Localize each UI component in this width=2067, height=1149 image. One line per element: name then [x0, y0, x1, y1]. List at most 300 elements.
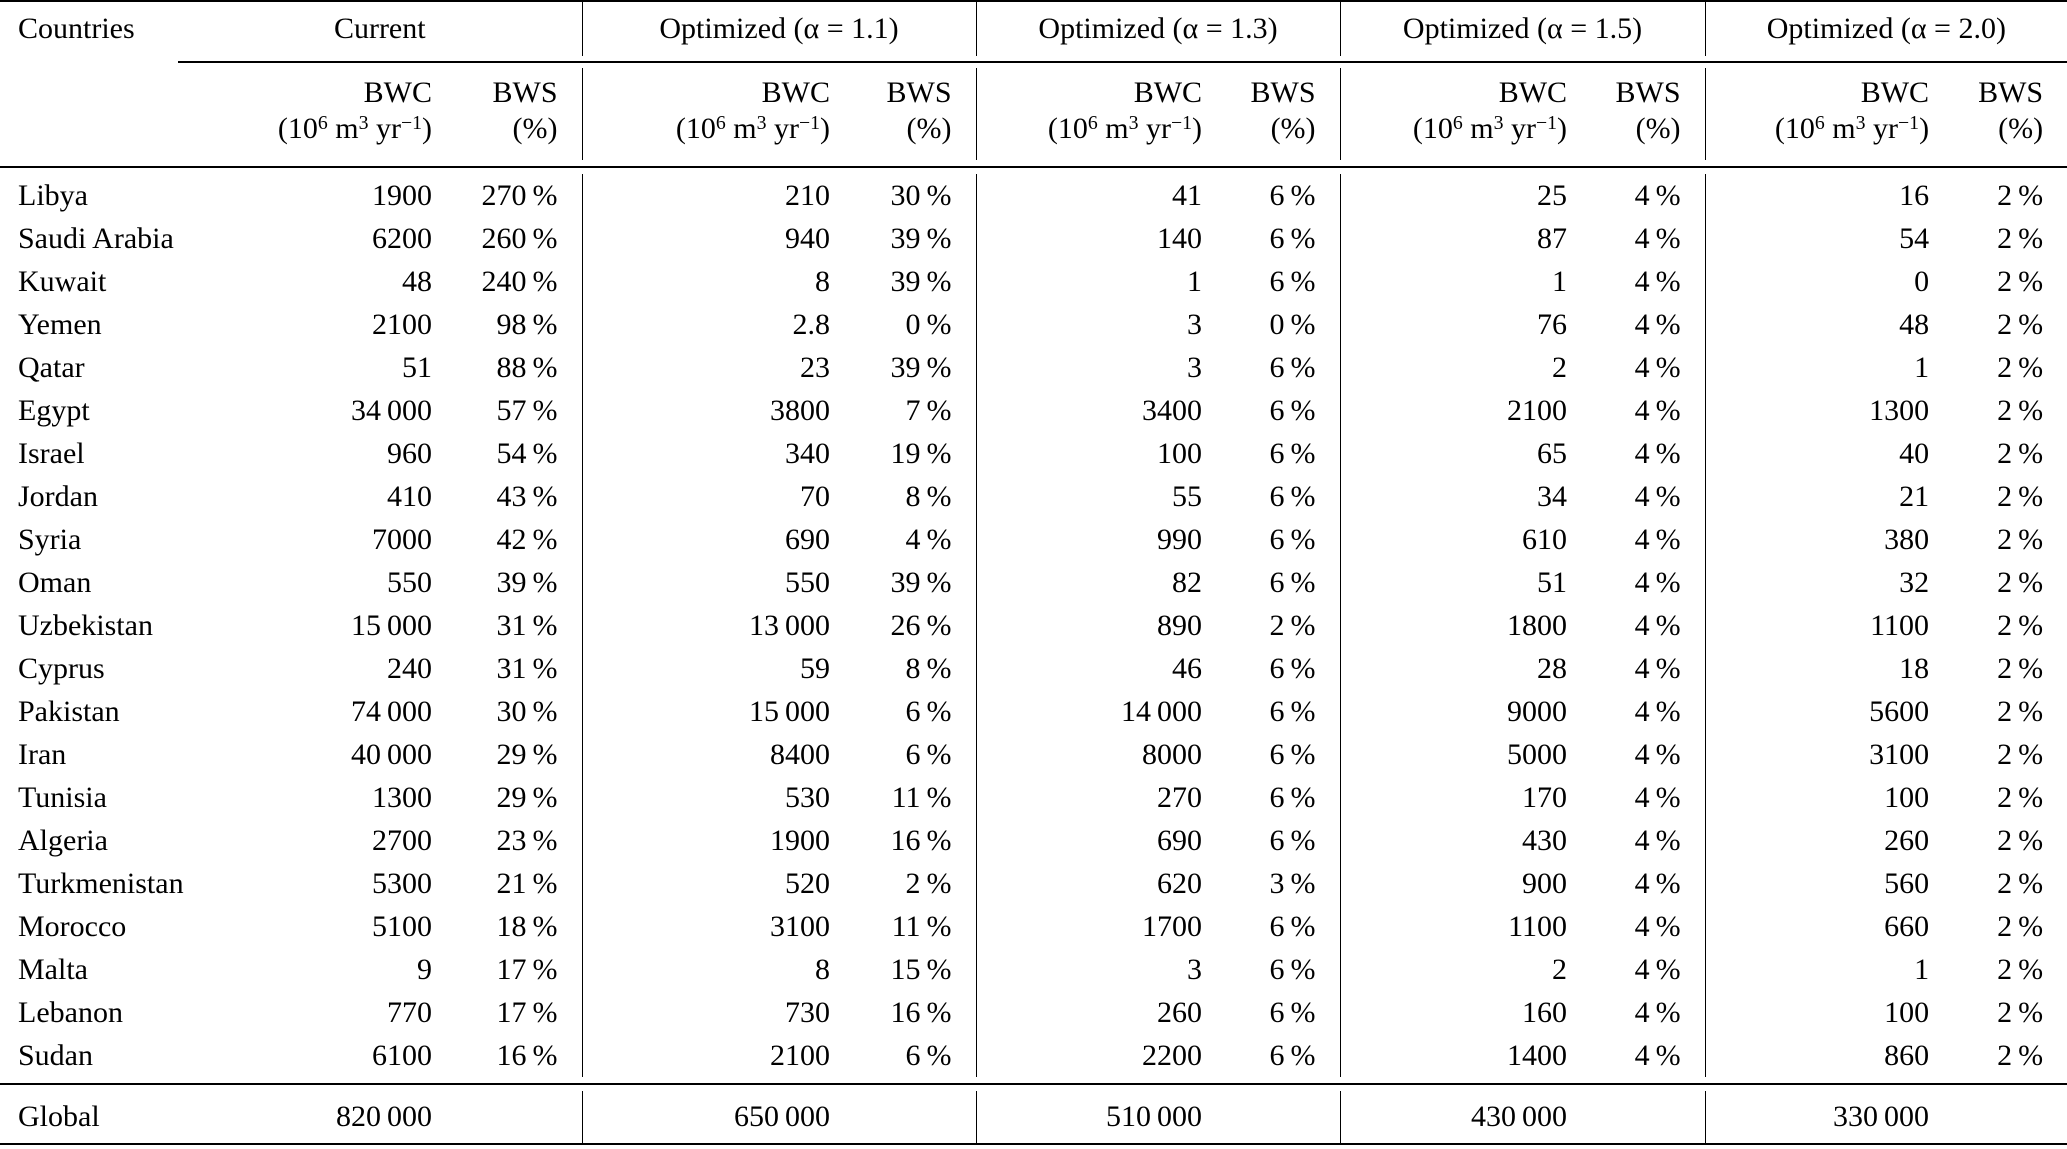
- bws-opt-1-3: 6 %: [1269, 780, 1316, 814]
- bws-opt-1-5: 4 %: [1634, 823, 1681, 857]
- country-name: Morocco: [18, 909, 127, 943]
- bws-opt-2-0: 2 %: [1997, 866, 2044, 900]
- bws-opt-1-1: 30 %: [890, 178, 952, 212]
- bws-opt-1-1: 39 %: [890, 350, 952, 384]
- bws-unit-opt-2-0: (%): [1998, 112, 2044, 145]
- bws-opt-1-1: 6 %: [905, 694, 952, 728]
- bwc-opt-1-5: 9000: [1340, 690, 1575, 733]
- bws-label-opt-1-3: BWS: [1250, 76, 1316, 109]
- bws-current: 88 %: [496, 350, 558, 384]
- bwc-opt-2-0: 54: [1705, 217, 1937, 260]
- country-row: [0, 303, 2067, 346]
- bwc-opt-1-5: 25: [1340, 174, 1575, 217]
- bwc-unit-opt-1-5: ($10^6$ $m^3$ $yr^{-1}$): [1340, 112, 1575, 160]
- bws-current: 30 %: [496, 694, 558, 728]
- country-row: [0, 1034, 2067, 1077]
- bws-opt-1-3: 6 %: [1269, 694, 1316, 728]
- country-row: [0, 733, 2067, 776]
- bwc-opt-2-0: 660: [1705, 905, 1937, 948]
- bwc-opt-1-5: 65: [1340, 432, 1575, 475]
- bwc-opt-1-5: 1400: [1340, 1034, 1575, 1077]
- global-label: Global: [18, 1100, 100, 1133]
- bwc-label-opt-1-1: BWC: [582, 68, 838, 112]
- header-full-rule-row: [0, 160, 2067, 174]
- bwc-opt-1-3: 41: [976, 174, 1210, 217]
- bwc-unit-opt-1-3: ($10^6$ $m^3$ $yr^{-1}$): [976, 112, 1210, 160]
- country-row: [0, 862, 2067, 905]
- bwc-opt-1-5: 5000: [1340, 733, 1575, 776]
- bws-unit-opt-1-1: (%): [906, 112, 952, 145]
- bwc-opt-1-1: 340: [582, 432, 838, 475]
- bws-opt-1-1: 11 %: [891, 909, 952, 943]
- bws-unit-current: (%): [512, 112, 558, 145]
- bwc-opt-1-3: 14 000: [976, 690, 1210, 733]
- bwc-opt-2-0: 560: [1705, 862, 1937, 905]
- bwc-current: 6200: [372, 221, 432, 255]
- group-header-opt-1-5: Optimized (α = 1.5): [1340, 1, 1705, 56]
- bwc-opt-1-1: 3800: [582, 389, 838, 432]
- group-header-opt-2-0: Optimized (α = 2.0): [1705, 1, 2067, 56]
- bws-opt-1-5: 4 %: [1634, 221, 1681, 255]
- bws-opt-1-1: 15 %: [890, 952, 952, 986]
- country-name: Saudi Arabia: [18, 221, 174, 255]
- bws-current: 31 %: [496, 608, 558, 642]
- bwc-opt-1-5: 34: [1340, 475, 1575, 518]
- bws-opt-1-3: 6 %: [1269, 1038, 1316, 1072]
- bwc-current: 2700: [372, 823, 432, 857]
- group-header-opt-1-1: Optimized (α = 1.1): [582, 1, 976, 56]
- country-name: Syria: [18, 522, 82, 556]
- bws-current: 98 %: [496, 307, 558, 341]
- bws-current: 240 %: [481, 264, 558, 298]
- bwc-opt-1-3: 140: [976, 217, 1210, 260]
- global-bwc-current: 820 000: [335, 1100, 432, 1133]
- bwc-opt-1-3: 3: [976, 303, 1210, 346]
- bwc-opt-2-0: 18: [1705, 647, 1937, 690]
- bws-current: 29 %: [496, 780, 558, 814]
- bws-current: 270 %: [481, 178, 558, 212]
- bwc-opt-2-0: 1100: [1705, 604, 1937, 647]
- bws-opt-2-0: 2 %: [1997, 264, 2044, 298]
- bws-current: 260 %: [481, 221, 558, 255]
- country-row: [0, 518, 2067, 561]
- bws-opt-2-0: 2 %: [1997, 522, 2044, 556]
- bwc-opt-2-0: 860: [1705, 1034, 1937, 1077]
- bwc-opt-1-5: 2: [1340, 948, 1575, 991]
- bws-unit-opt-1-5: (%): [1635, 112, 1681, 145]
- bwc-opt-1-5: 51: [1340, 561, 1575, 604]
- bwc-opt-1-3: 3: [976, 948, 1210, 991]
- country-row: [0, 260, 2067, 303]
- bwc-current: 48: [402, 264, 432, 298]
- bws-label-opt-1-5: BWS: [1615, 76, 1681, 109]
- country-row: [0, 389, 2067, 432]
- bwc-opt-1-1: 8: [582, 948, 838, 991]
- bws-current: 54 %: [496, 436, 558, 470]
- country-row: [0, 819, 2067, 862]
- bwc-opt-1-3: 690: [976, 819, 1210, 862]
- bwc-opt-1-3: 1: [976, 260, 1210, 303]
- bws-opt-1-5: 4 %: [1634, 307, 1681, 341]
- bws-opt-1-3: 6 %: [1269, 995, 1316, 1029]
- bws-label-current: BWS: [492, 76, 558, 109]
- bwc-current: 2100: [372, 307, 432, 341]
- bwc-opt-1-1: 8400: [582, 733, 838, 776]
- country-row: [0, 991, 2067, 1034]
- bwc-opt-1-5: 170: [1340, 776, 1575, 819]
- bws-opt-1-3: 6 %: [1269, 952, 1316, 986]
- bwc-current: 5100: [372, 909, 432, 943]
- bws-opt-1-3: 6 %: [1269, 221, 1316, 255]
- country-name: Turkmenistan: [18, 866, 184, 900]
- bws-opt-1-1: 2 %: [905, 866, 952, 900]
- bwc-label-current: BWC: [363, 76, 432, 109]
- bwc-opt-1-3: 260: [976, 991, 1210, 1034]
- bwc-current: 6100: [372, 1038, 432, 1072]
- bwc-opt-1-3: 270: [976, 776, 1210, 819]
- bwc-opt-1-3: 3400: [976, 389, 1210, 432]
- bwc-current: 5300: [372, 866, 432, 900]
- bws-opt-1-1: 11 %: [891, 780, 952, 814]
- group-header-current: Current: [333, 12, 426, 45]
- bwc-opt-1-1: 2.8: [582, 303, 838, 346]
- bwc-unit-opt-2-0: ($10^6$ $m^3$ $yr^{-1}$): [1705, 112, 1937, 160]
- bwc-opt-1-1: 520: [582, 862, 838, 905]
- country-name: Algeria: [18, 823, 108, 857]
- bwc-opt-1-3: 620: [976, 862, 1210, 905]
- global-bws-opt-1-1: [838, 1091, 976, 1144]
- country-name: Lebanon: [18, 995, 123, 1029]
- bwc-opt-1-3: 8000: [976, 733, 1210, 776]
- bws-opt-2-0: 2 %: [1997, 479, 2044, 513]
- country-name: Malta: [18, 952, 88, 986]
- bwc-current: 1900: [372, 178, 432, 212]
- bwc-opt-1-1: 59: [582, 647, 838, 690]
- bws-opt-2-0: 2 %: [1997, 221, 2044, 255]
- bwc-opt-2-0: 40: [1705, 432, 1937, 475]
- bws-current: 42 %: [496, 522, 558, 556]
- bws-current: 31 %: [496, 651, 558, 685]
- bwc-opt-1-1: 15 000: [582, 690, 838, 733]
- group-header-row: [0, 1, 2067, 56]
- bwc-opt-1-3: 890: [976, 604, 1210, 647]
- bwc-opt-2-0: 3100: [1705, 733, 1937, 776]
- bwc-label-opt-2-0: BWC: [1705, 68, 1937, 112]
- global-row: [0, 1091, 2067, 1144]
- bws-current: 17 %: [496, 952, 558, 986]
- header-full-rule: [0, 160, 2067, 174]
- bwc-opt-2-0: 1: [1705, 346, 1937, 389]
- bws-opt-1-5: 4 %: [1634, 694, 1681, 728]
- group-header-opt-1-3: Optimized (α = 1.3): [976, 1, 1340, 56]
- bwc-label-opt-1-3: BWC: [976, 68, 1210, 112]
- bwc-opt-2-0: 1300: [1705, 389, 1937, 432]
- country-row: [0, 561, 2067, 604]
- bws-current: 21 %: [496, 866, 558, 900]
- bwc-opt-1-5: 1800: [1340, 604, 1575, 647]
- bws-opt-1-1: 16 %: [890, 823, 952, 857]
- bwc-opt-1-1: 730: [582, 991, 838, 1034]
- bws-current: 23 %: [496, 823, 558, 857]
- bwc-opt-1-5: 2: [1340, 346, 1575, 389]
- global-bws-current: [440, 1091, 582, 1144]
- bwc-current: 51: [402, 350, 432, 384]
- country-name: Kuwait: [18, 264, 107, 298]
- table-header: [0, 1, 2067, 174]
- bwc-opt-1-5: 430: [1340, 819, 1575, 862]
- bws-opt-2-0: 2 %: [1997, 565, 2044, 599]
- bws-opt-1-3: 6 %: [1269, 264, 1316, 298]
- bws-opt-1-5: 4 %: [1634, 995, 1681, 1029]
- bwc-opt-1-3: 55: [976, 475, 1210, 518]
- bwc-opt-1-3: 82: [976, 561, 1210, 604]
- bwc-opt-1-5: 900: [1340, 862, 1575, 905]
- bws-opt-2-0: 2 %: [1997, 350, 2044, 384]
- bws-opt-1-5: 4 %: [1634, 866, 1681, 900]
- country-row: [0, 776, 2067, 819]
- country-row: [0, 432, 2067, 475]
- country-name: Yemen: [18, 307, 102, 341]
- bwc-opt-1-1: 550: [582, 561, 838, 604]
- bws-opt-1-5: 4 %: [1634, 1038, 1681, 1072]
- bws-opt-1-1: 4 %: [905, 522, 952, 556]
- bwc-opt-1-5: 28: [1340, 647, 1575, 690]
- bwc-opt-1-5: 87: [1340, 217, 1575, 260]
- bwc-opt-2-0: 0: [1705, 260, 1937, 303]
- bws-opt-1-3: 0 %: [1269, 307, 1316, 341]
- bws-opt-1-3: 6 %: [1269, 737, 1316, 771]
- bws-opt-1-1: 6 %: [905, 737, 952, 771]
- bwc-opt-2-0: 380: [1705, 518, 1937, 561]
- bwc-opt-1-3: 3: [976, 346, 1210, 389]
- bwc-opt-1-1: 690: [582, 518, 838, 561]
- bwc-opt-1-5: 76: [1340, 303, 1575, 346]
- bws-unit-opt-1-3: (%): [1270, 112, 1316, 145]
- global-bws-opt-1-5: [1575, 1091, 1705, 1144]
- country-row: [0, 647, 2067, 690]
- empty-cell: [0, 112, 178, 160]
- bwc-current: 550: [387, 565, 432, 599]
- unit-header-row: [0, 112, 2067, 160]
- bwc-opt-1-1: 1900: [582, 819, 838, 862]
- table-body: [0, 174, 2067, 1077]
- bwc-current: 15 000: [350, 608, 432, 642]
- bwc-current: 7000: [372, 522, 432, 556]
- bws-current: 57 %: [496, 393, 558, 427]
- bwc-opt-1-3: 990: [976, 518, 1210, 561]
- bwc-current: 410: [387, 479, 432, 513]
- bwc-opt-1-1: 530: [582, 776, 838, 819]
- bws-label-opt-1-1: BWS: [886, 76, 952, 109]
- bwc-opt-1-5: 610: [1340, 518, 1575, 561]
- bws-opt-1-1: 26 %: [890, 608, 952, 642]
- header-partial-rule-row: [0, 56, 2067, 68]
- bws-opt-1-5: 4 %: [1634, 952, 1681, 986]
- bws-opt-1-1: 19 %: [890, 436, 952, 470]
- country-name: Cyprus: [18, 651, 105, 685]
- bwc-opt-1-5: 2100: [1340, 389, 1575, 432]
- bws-opt-1-5: 4 %: [1634, 737, 1681, 771]
- bwc-opt-2-0: 1: [1705, 948, 1937, 991]
- metric-header-row: [0, 68, 2067, 112]
- country-row: [0, 905, 2067, 948]
- bwc-opt-1-1: 3100: [582, 905, 838, 948]
- bws-opt-2-0: 2 %: [1997, 178, 2044, 212]
- bwc-current: 9: [417, 952, 432, 986]
- bwc-opt-2-0: 260: [1705, 819, 1937, 862]
- country-name: Tunisia: [18, 780, 107, 814]
- global-bwc-opt-1-3: 510 000: [976, 1091, 1210, 1144]
- bws-opt-1-3: 6 %: [1269, 565, 1316, 599]
- bws-opt-1-1: 0 %: [905, 307, 952, 341]
- bws-opt-2-0: 2 %: [1997, 393, 2044, 427]
- bwc-opt-1-1: 8: [582, 260, 838, 303]
- country-name: Jordan: [18, 479, 98, 513]
- bws-opt-2-0: 2 %: [1997, 780, 2044, 814]
- bwc-opt-1-5: 160: [1340, 991, 1575, 1034]
- bwc-opt-2-0: 100: [1705, 776, 1937, 819]
- country-row: [0, 604, 2067, 647]
- country-row: [0, 346, 2067, 389]
- bwc-opt-1-1: 23: [582, 346, 838, 389]
- bwc-opt-1-3: 46: [976, 647, 1210, 690]
- bws-opt-1-3: 6 %: [1269, 823, 1316, 857]
- bws-opt-1-1: 16 %: [890, 995, 952, 1029]
- bwc-current: 40 000: [350, 737, 432, 771]
- bwc-current: 960: [387, 436, 432, 470]
- global-bwc-opt-1-5: 430 000: [1340, 1091, 1575, 1144]
- bwc-opt-2-0: 32: [1705, 561, 1937, 604]
- table-footer: [0, 1077, 2067, 1144]
- bwc-opt-1-3: 100: [976, 432, 1210, 475]
- bws-opt-1-3: 6 %: [1269, 178, 1316, 212]
- country-name: Uzbekistan: [18, 608, 153, 642]
- bwc-opt-1-1: 70: [582, 475, 838, 518]
- bws-current: 17 %: [496, 995, 558, 1029]
- country-name: Pakistan: [18, 694, 120, 728]
- country-name: Libya: [18, 178, 88, 212]
- bwc-opt-1-3: 2200: [976, 1034, 1210, 1077]
- bws-opt-1-5: 4 %: [1634, 436, 1681, 470]
- bws-opt-1-1: 8 %: [905, 479, 952, 513]
- bws-opt-2-0: 2 %: [1997, 737, 2044, 771]
- bws-opt-1-5: 4 %: [1634, 522, 1681, 556]
- bws-opt-2-0: 2 %: [1997, 694, 2044, 728]
- bwc-opt-1-5: 1100: [1340, 905, 1575, 948]
- bwc-opt-2-0: 48: [1705, 303, 1937, 346]
- bwc-opt-1-3: 1700: [976, 905, 1210, 948]
- bws-opt-1-1: 6 %: [905, 1038, 952, 1072]
- bwc-opt-1-1: 13 000: [582, 604, 838, 647]
- bws-opt-2-0: 2 %: [1997, 909, 2044, 943]
- country-row: [0, 690, 2067, 733]
- bws-opt-1-5: 4 %: [1634, 479, 1681, 513]
- bws-opt-1-3: 6 %: [1269, 479, 1316, 513]
- bws-opt-2-0: 2 %: [1997, 651, 2044, 685]
- bws-opt-1-1: 7 %: [905, 393, 952, 427]
- bws-opt-1-3: 6 %: [1269, 651, 1316, 685]
- bwc-current: 34 000: [350, 393, 432, 427]
- country-name: Sudan: [18, 1038, 93, 1072]
- bws-opt-1-5: 4 %: [1634, 565, 1681, 599]
- bwc-current: 770: [387, 995, 432, 1029]
- bws-opt-1-5: 4 %: [1634, 608, 1681, 642]
- bws-opt-1-5: 4 %: [1634, 264, 1681, 298]
- global-bwc-opt-1-1: 650 000: [582, 1091, 838, 1144]
- bws-opt-1-3: 6 %: [1269, 909, 1316, 943]
- footer-rule: [0, 1077, 2067, 1091]
- bwc-opt-2-0: 100: [1705, 991, 1937, 1034]
- bws-opt-1-5: 4 %: [1634, 780, 1681, 814]
- bws-opt-2-0: 2 %: [1997, 823, 2044, 857]
- bws-opt-1-5: 4 %: [1634, 393, 1681, 427]
- bws-opt-1-1: 39 %: [890, 565, 952, 599]
- bws-current: 29 %: [496, 737, 558, 771]
- bwc-label-opt-1-5: BWC: [1340, 68, 1575, 112]
- bws-opt-2-0: 2 %: [1997, 436, 2044, 470]
- country-row: [0, 217, 2067, 260]
- bwc-unit-opt-1-1: ($10^6$ $m^3$ $yr^{-1}$): [582, 112, 838, 160]
- bws-opt-1-5: 4 %: [1634, 651, 1681, 685]
- bws-opt-1-3: 3 %: [1269, 866, 1316, 900]
- bws-opt-1-3: 6 %: [1269, 393, 1316, 427]
- bws-label-opt-2-0: BWS: [1978, 76, 2044, 109]
- bws-opt-1-3: 2 %: [1269, 608, 1316, 642]
- bws-current: 16 %: [496, 1038, 558, 1072]
- countries-header: Countries: [18, 12, 135, 45]
- country-row: [0, 475, 2067, 518]
- bws-current: 18 %: [496, 909, 558, 943]
- bwc-opt-1-5: 1: [1340, 260, 1575, 303]
- bws-opt-1-1: 39 %: [890, 264, 952, 298]
- global-bwc-opt-2-0: 330 000: [1705, 1091, 1937, 1144]
- bwc-opt-1-1: 210: [582, 174, 838, 217]
- bws-opt-1-5: 4 %: [1634, 350, 1681, 384]
- country-name: Egypt: [18, 393, 90, 427]
- bwc-opt-2-0: 21: [1705, 475, 1937, 518]
- bwc-opt-2-0: 16: [1705, 174, 1937, 217]
- bwc-current: 1300: [372, 780, 432, 814]
- global-bws-opt-1-3: [1210, 1091, 1340, 1144]
- bwc-unit-current: ($10^6$ $m^3$ $yr^{-1}$): [277, 112, 432, 145]
- rule-gap: [0, 56, 178, 68]
- bws-opt-1-5: 4 %: [1634, 909, 1681, 943]
- empty-cell: [0, 68, 178, 112]
- bws-opt-1-5: 4 %: [1634, 178, 1681, 212]
- country-name: Qatar: [18, 350, 85, 384]
- bws-opt-2-0: 2 %: [1997, 952, 2044, 986]
- country-name: Oman: [18, 565, 92, 599]
- footer-rule-row: [0, 1077, 2067, 1091]
- bws-opt-2-0: 2 %: [1997, 1038, 2044, 1072]
- country-row: [0, 174, 2067, 217]
- bws-opt-1-1: 8 %: [905, 651, 952, 685]
- bws-opt-2-0: 2 %: [1997, 608, 2044, 642]
- bws-opt-1-3: 6 %: [1269, 436, 1316, 470]
- global-bws-opt-2-0: [1937, 1091, 2067, 1144]
- bwc-opt-1-1: 940: [582, 217, 838, 260]
- bws-opt-1-3: 6 %: [1269, 522, 1316, 556]
- bwc-current: 240: [387, 651, 432, 685]
- bws-opt-2-0: 2 %: [1997, 307, 2044, 341]
- bws-current: 43 %: [496, 479, 558, 513]
- bws-opt-2-0: 2 %: [1997, 995, 2044, 1029]
- bwc-current: 74 000: [350, 694, 432, 728]
- header-partial-rule: [178, 56, 2067, 68]
- country-name: Iran: [18, 737, 67, 771]
- bwc-opt-2-0: 5600: [1705, 690, 1937, 733]
- bws-opt-1-1: 39 %: [890, 221, 952, 255]
